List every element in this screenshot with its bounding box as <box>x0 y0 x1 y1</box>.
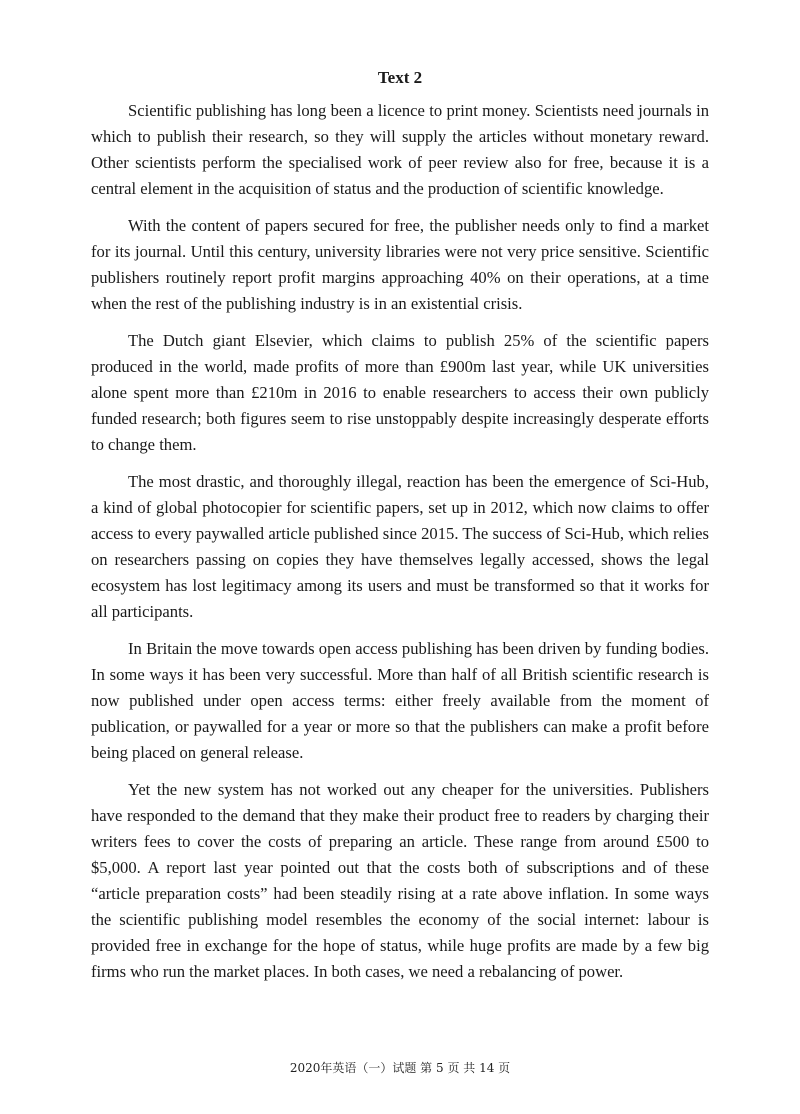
paragraph-3: The Dutch giant Elsevier, which claims to publish 25% of the scientific papers produced in the world, made profits of more than £900m last year, while UK universities alone spent more than £210m in 2016 to enable researchers to access their own publicly funded research; both figures seem to rise unstoppably despite increasingly desperate efforts to change them. <box>91 331 709 454</box>
page-footer: 2020年英语（一）试题 第 5 页 共 14 页 <box>289 1061 511 1075</box>
paragraph-5: In Britain the move towards open access publishing has been driven by funding bodies. In some ways it has been very successful. More than half of all British scientific research is now published under open access terms: either freely available from the moment of publication, or paywalled for a year or more so that the publishers can make a profit before being placed on general release. <box>91 639 709 762</box>
text-title: Text 2 <box>377 68 423 87</box>
paragraph-4: The most drastic, and thoroughly illegal, reaction has been the emergence of Sci-Hub, a kind of global photocopier for scientific papers, set up in 2012, which now claims to offer access to every paywalled article published since 2015. The success of Sci-Hub, which relies on researchers passing on copies they have themselves legally accessed, shows the legal ecosystem has lost legitimacy among its users and must be transformed so that it works for all participants. <box>91 472 709 621</box>
paragraph-6: Yet the new system has not worked out any cheaper for the universities. Publishers have responded to the demand that they make their product free to readers by charging their writers fees to cover the costs of preparing an article. These range from around £500 to $5,000. A report last year pointed out that the costs both of subscriptions and of these “article preparation costs” had been steadily rising at a rate above inflation. In some ways the scientific publishing model resembles the economy of the social internet: labour is provided free in exchange for the hope of status, while huge profits are made by a few big firms who run the market places. In both cases, we need a rebalancing of power. <box>91 780 709 981</box>
paragraph-1: Scientific publishing has long been a licence to print money. Scientists need journals in which to publish their research, so they will supply the articles without monetary reward. Other scientists perform the specialised work of peer review also for free, because it is a central element in the acquisition of status and the production of scientific knowledge. <box>91 101 709 198</box>
paragraph-2: With the content of papers secured for free, the publisher needs only to find a market for its journal. Until this century, university libraries were not very price sensitive. Scientific publishers routinely report profit margins approaching 40% on their operations, at a time when the rest of the publishing industry is in an existential crisis. <box>91 216 709 313</box>
